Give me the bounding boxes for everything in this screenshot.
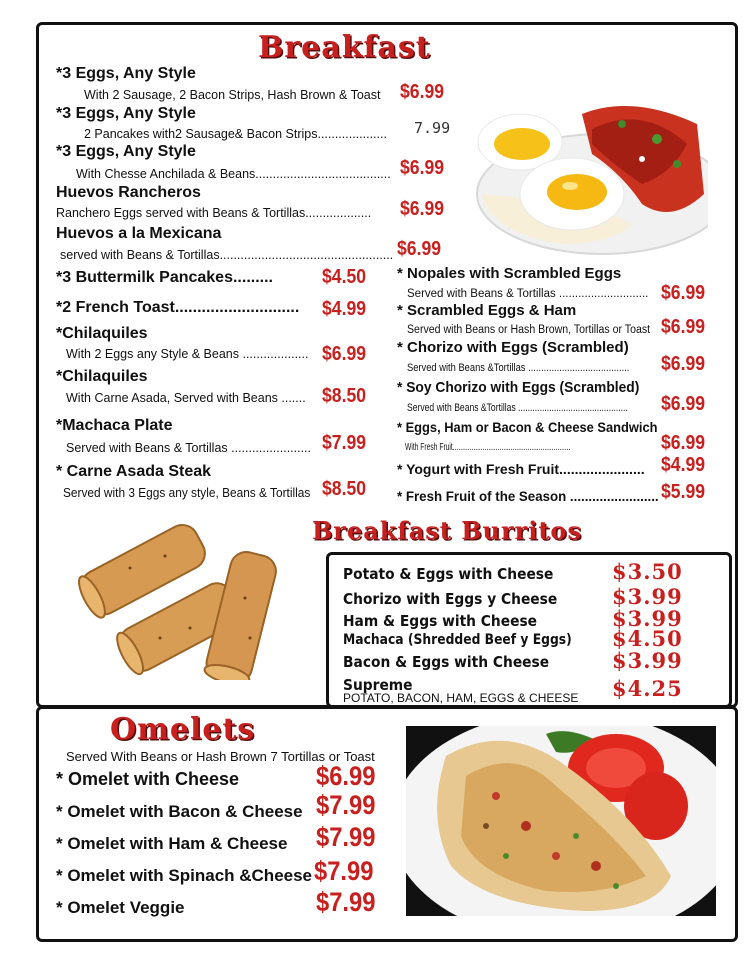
item-name: * Yogurt with Fresh Fruit...................... — [397, 461, 645, 477]
item-desc: Ranchero Eggs served with Beans & Tortillas................... — [56, 206, 372, 220]
item-price: $4.99 — [322, 298, 367, 320]
item-desc: Served with Beans &Tortillas ....................................... — [407, 362, 630, 374]
burrito-price: $4.50 — [612, 626, 683, 651]
item-name: *Chilaquiles — [56, 368, 148, 385]
item-name: * Chorizo with Eggs (Scrambled) — [397, 339, 629, 356]
item-desc: With Fresh Fruit............................................................... — [405, 441, 571, 453]
item-desc: served with Beans & Tortillas.................................................. — [60, 248, 394, 262]
omelet-name: * Omelet with Spinach &Cheese — [56, 866, 313, 885]
omelet-name: * Omelet with Ham & Cheese — [56, 834, 288, 853]
item-name: *Chilaquiles — [56, 325, 148, 342]
item-desc: Served with Beans & Tortillas ............................ — [407, 288, 649, 300]
item-desc: Served with 3 Eggs any style, Beans & Tortillas — [63, 486, 311, 500]
item-name: Huevos a la Mexicana — [56, 225, 222, 242]
item-price: $6.99 — [661, 432, 706, 454]
eggs-rancheros-image — [472, 84, 708, 260]
omelet-price: $6.99 — [316, 761, 376, 791]
item-price: $4.50 — [322, 266, 367, 288]
item-price-handwritten: 7.99 — [414, 119, 451, 137]
item-price: $6.99 — [661, 393, 706, 415]
eggs-rancheros-photo — [472, 84, 708, 260]
item-name: * Nopales with Scrambled Eggs — [397, 265, 622, 282]
item-desc: Served with Beans & Tortillas ....................... — [66, 441, 312, 455]
item-name: *3 Eggs, Any Style — [56, 143, 196, 160]
omelet-name: * Omelet with Bacon & Cheese — [56, 802, 303, 821]
item-name: *Machaca Plate — [56, 417, 173, 434]
item-name: * Scrambled Eggs & Ham — [397, 302, 577, 319]
item-price: $8.50 — [322, 478, 367, 500]
omelet-price: $7.99 — [316, 887, 376, 917]
item-name: * Carne Asada Steak — [56, 463, 212, 480]
item-price: $6.99 — [400, 198, 445, 220]
item-name: *3 Eggs, Any Style — [56, 65, 196, 82]
omelet-price: $7.99 — [316, 822, 376, 852]
burrito-price: $3.99 — [612, 648, 683, 673]
item-price: $8.50 — [322, 385, 367, 407]
burrito-price: $3.50 — [612, 559, 683, 584]
item-price: $6.99 — [397, 238, 442, 260]
item-desc: With Carne Asada, Served with Beans ....... — [66, 391, 306, 405]
item-desc: Served with Beans or Hash Brown, Tortillas or Toast — [407, 324, 651, 336]
omelets-subtitle: Served With Beans or Hash Brown 7 Tortillas or Toast — [66, 749, 375, 764]
omelet-name: * Omelet with Cheese — [56, 769, 240, 789]
item-desc: With 2 Eggs any Style & Beans ................... — [66, 347, 309, 361]
item-desc: 2 Pancakes with2 Sausage& Bacon Strips.................... — [84, 127, 387, 141]
item-name: * Soy Chorizo with Eggs (Scrambled) — [397, 379, 640, 396]
item-price: $5.99 — [661, 481, 706, 503]
item-price: $6.99 — [400, 157, 445, 179]
burrito-name: Supreme — [343, 676, 413, 694]
omelet-price: $7.99 — [316, 790, 376, 820]
breakfast-title: Breakfast — [258, 30, 431, 65]
burrito-desc: POTATO, BACON, HAM, EGGS & CHEESE — [343, 691, 579, 705]
item-price: $6.99 — [322, 343, 367, 365]
item-price: $6.99 — [400, 81, 445, 103]
burrito-name: Machaca (Shredded Beef y Eggs) — [343, 632, 572, 648]
burrito-price: $4.25 — [612, 676, 683, 701]
item-price: $6.99 — [661, 282, 706, 304]
omelet-image — [406, 726, 716, 916]
omelet-name: * Omelet Veggie — [56, 898, 185, 917]
item-name: *2 French Toast............................ — [56, 299, 300, 316]
item-desc: With Chesse Anchilada & Beans....................................... — [76, 167, 391, 181]
burritos-image — [70, 508, 282, 680]
item-price: $6.99 — [661, 316, 706, 338]
item-name: * Eggs, Ham or Bacon & Cheese Sandwich — [397, 419, 658, 435]
item-name: * Fresh Fruit of the Season ........................ — [397, 488, 659, 504]
omelets-title: Omelets — [110, 712, 256, 747]
burrito-name: Chorizo with Eggs y Cheese — [343, 590, 558, 608]
item-name: Huevos Rancheros — [56, 184, 201, 201]
burritos-photo — [70, 508, 282, 680]
burrito-name: Bacon & Eggs with Cheese — [343, 653, 550, 671]
item-desc: With 2 Sausage, 2 Bacon Strips, Hash Brown & Toast — [84, 88, 381, 102]
burrito-name: Potato & Eggs with Cheese — [343, 565, 554, 583]
item-price: $4.99 — [661, 454, 706, 476]
item-name: *3 Eggs, Any Style — [56, 105, 196, 122]
item-price: $6.99 — [661, 353, 706, 375]
burrito-name: Ham & Eggs with Cheese — [343, 612, 538, 630]
omelet-price: $7.99 — [314, 856, 374, 886]
omelet-photo — [406, 726, 716, 916]
item-desc: Served with Beans &Tortillas .............................................. — [407, 402, 628, 414]
burritos-title: Breakfast Burritos — [312, 516, 582, 545]
item-price: $7.99 — [322, 432, 367, 454]
item-name: *3 Buttermilk Pancakes......... — [56, 269, 273, 286]
burrito-price: $3.99 — [612, 584, 683, 609]
burrito-price: $3.99 — [612, 606, 683, 631]
